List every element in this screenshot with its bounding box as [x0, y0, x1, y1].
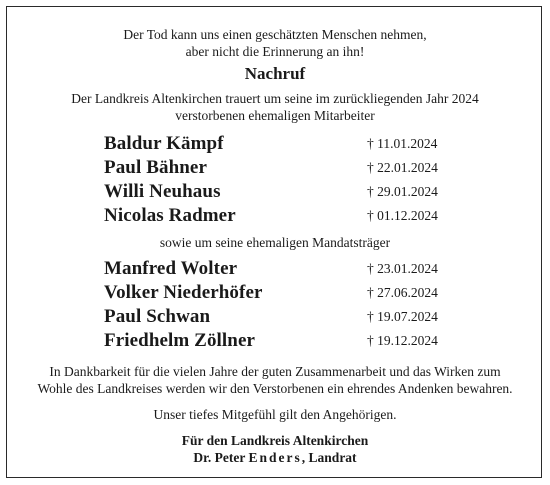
obituary-heading: Nachruf	[244, 64, 306, 83]
signature-surname: Enders	[248, 450, 302, 465]
mandate-holder-death-date: † 27.06.2024	[367, 285, 438, 300]
intro-line-1: Der Landkreis Altenkirchen trauert um seine im zurückliegenden Jahr 2024	[71, 91, 479, 106]
gratitude-line-1: In Dankbarkeit für die vielen Jahre der guten Zusammenarbeit und das Wirken zum	[49, 364, 501, 379]
mandate-holder-row	[0, 257, 550, 281]
mandate-holder-row	[0, 305, 550, 329]
mandate-holder-row	[0, 329, 550, 353]
mandate-holder-row	[0, 281, 550, 305]
motto-line-1: Der Tod kann uns einen geschätzten Menschen nehmen,	[123, 27, 427, 42]
gratitude-line-2: Wohle des Landkreises werden wir den Verstorbenen ein ehrendes Andenken bewahren.	[37, 381, 513, 396]
signature-line-1: Für den Landkreis Altenkirchen	[181, 433, 369, 448]
signature-suffix: , Landrat	[301, 450, 357, 465]
employee-death-date: † 01.12.2024	[367, 208, 438, 223]
employee-death-date: † 11.01.2024	[367, 136, 438, 151]
employee-name: Paul Bähner	[104, 157, 207, 178]
signature-prefix: Dr. Peter	[193, 450, 249, 465]
mandate-holder-name: Volker Niederhöfer	[104, 282, 263, 303]
condolence-text: Unser tiefes Mitgefühl gilt den Angehörigen.	[153, 407, 397, 422]
mandate-holder-death-date: † 19.12.2024	[367, 333, 438, 348]
employee-death-date: † 29.01.2024	[367, 184, 438, 199]
employee-row	[0, 132, 550, 156]
signature-line-2	[0, 449, 550, 466]
mandate-holder-name: Manfred Wolter	[104, 258, 238, 279]
mandate-holder-name: Friedhelm Zöllner	[104, 330, 256, 351]
employee-row	[0, 204, 550, 228]
intro-line-2: verstorbenen ehemaligen Mitarbeiter	[175, 108, 375, 123]
employee-name: Baldur Kämpf	[104, 133, 224, 154]
employee-name: Willi Neuhaus	[104, 181, 221, 202]
employee-name: Nicolas Radmer	[104, 205, 236, 226]
employee-row	[0, 156, 550, 180]
mandate-holder-death-date: † 23.01.2024	[367, 261, 438, 276]
mandate-holder-name: Paul Schwan	[104, 306, 211, 327]
employee-row	[0, 180, 550, 204]
motto-line-2: aber nicht die Erinnerung an ihn!	[185, 44, 365, 59]
mandate-holder-death-date: † 19.07.2024	[367, 309, 438, 324]
employee-death-date: † 22.01.2024	[367, 160, 438, 175]
mandate-intro: sowie um seine ehemaligen Mandatsträger	[159, 235, 391, 250]
